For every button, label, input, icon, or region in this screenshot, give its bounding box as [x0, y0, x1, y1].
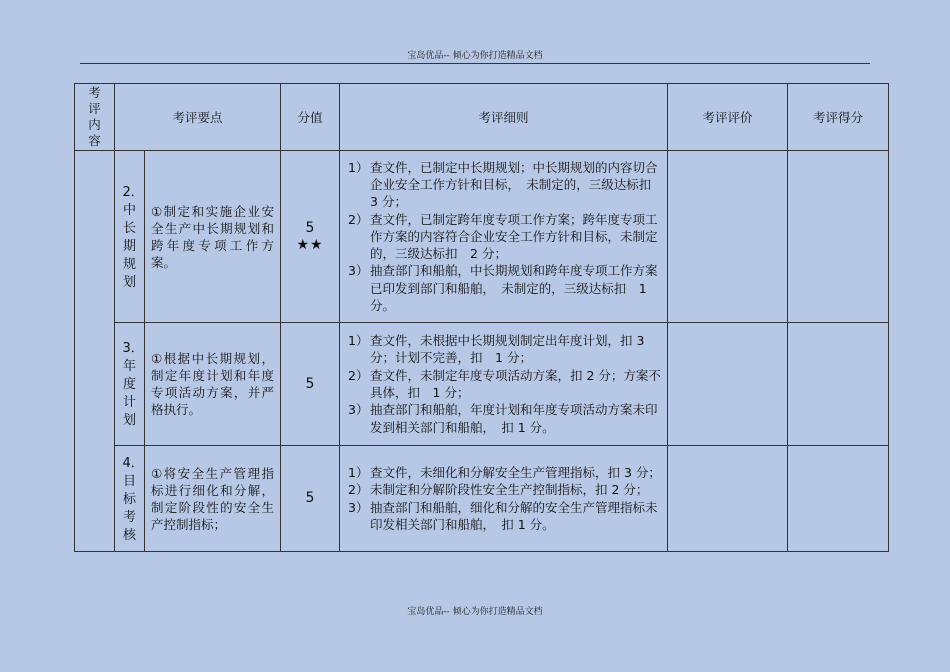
evaluation-cell [668, 151, 788, 323]
detail-line: 2） 查文件，已制定跨年度专项工作方案；跨年度专项工作方案的内容符合企业安全工作方针和目标，未制定的，三级达标扣 2 分； [348, 211, 658, 262]
detail-line: 3） 抽查部门和船舶，细化和分解的安全生产管理指标未印发相关部门和船舶， 扣 1 分。 [348, 499, 658, 532]
table-row [75, 323, 889, 446]
item-point: ①将安全生产管理指标进行细化和分解，制定阶段性的安全生产控制指标； [145, 446, 281, 552]
table-header-row [75, 84, 889, 151]
content-cell [75, 151, 115, 552]
page-footer-text: 宝岛优品-- 倾心为你打造精品文档 [407, 607, 543, 617]
table-row [75, 151, 889, 323]
detail-line: 3） 抽查部门和船舶，中长期规划和跨年度专项工作方案已印发到部门和船舶， 未制定的，三级达标扣 1 分。 [348, 263, 658, 314]
score-value: 5 [305, 490, 315, 506]
item-score [281, 446, 340, 552]
header-result: 考评得分 [788, 84, 889, 151]
table-row [75, 446, 889, 552]
detail-line: 2） 未制定和分解阶段性安全生产控制指标，扣 2 分； [348, 482, 649, 498]
item-number: 3．年度计划 [115, 323, 145, 446]
header-evaluation: 考评评价 [668, 84, 788, 151]
item-score [281, 323, 340, 446]
result-cell [788, 151, 889, 323]
item-details [340, 151, 668, 323]
header-content: 考评内容 [75, 84, 115, 151]
evaluation-cell [668, 446, 788, 552]
evaluation-table [74, 83, 889, 552]
detail-line: 1） 查文件，未细化和分解安全生产管理指标，扣 3 分； [348, 464, 661, 480]
detail-line: 2） 查文件，未制定年度专项活动方案，扣 2 分；方案不具体，扣 1 分； [348, 367, 661, 400]
item-score [281, 151, 340, 323]
result-cell [788, 323, 889, 446]
evaluation-cell [668, 323, 788, 446]
page-header-text: 宝岛优品-- 倾心为你打造精品文档 [407, 51, 543, 61]
detail-line: 1） 查文件，已制定中长期规划；中长期规划的内容切合企业安全工作方针和目标， 未制定的，三级达标扣 3 分； [348, 159, 664, 210]
item-details [340, 446, 668, 552]
score-value: 5 [305, 219, 315, 236]
detail-line: 1） 查文件，未根据中长期规划制定出年度计划，扣 3 分；计划不完善，扣 1 分； [348, 333, 645, 366]
detail-line: 3） 抽查部门和船舶，年度计划和年度专项活动方案未印发到相关部门和船舶， 扣 1 分。 [348, 402, 658, 435]
item-details [340, 323, 668, 446]
item-point: ①制定和实施企业安全生产中长期规划和跨年度专项工作方案。 [145, 151, 281, 323]
header-points: 考评要点 [115, 84, 281, 151]
score-value: 5 [305, 375, 315, 392]
item-number: 2．中长期规划 [115, 151, 145, 323]
result-cell [788, 446, 889, 552]
header-details: 考评细则 [340, 84, 668, 151]
header-divider [80, 63, 870, 64]
header-score: 分值 [281, 84, 340, 151]
item-point: ①根据中长期规划，制定年度计划和年度专项活动方案，并严格执行。 [145, 323, 281, 446]
star-rating: ★★ [296, 236, 324, 253]
item-number: 4．目标考核 [115, 446, 145, 552]
